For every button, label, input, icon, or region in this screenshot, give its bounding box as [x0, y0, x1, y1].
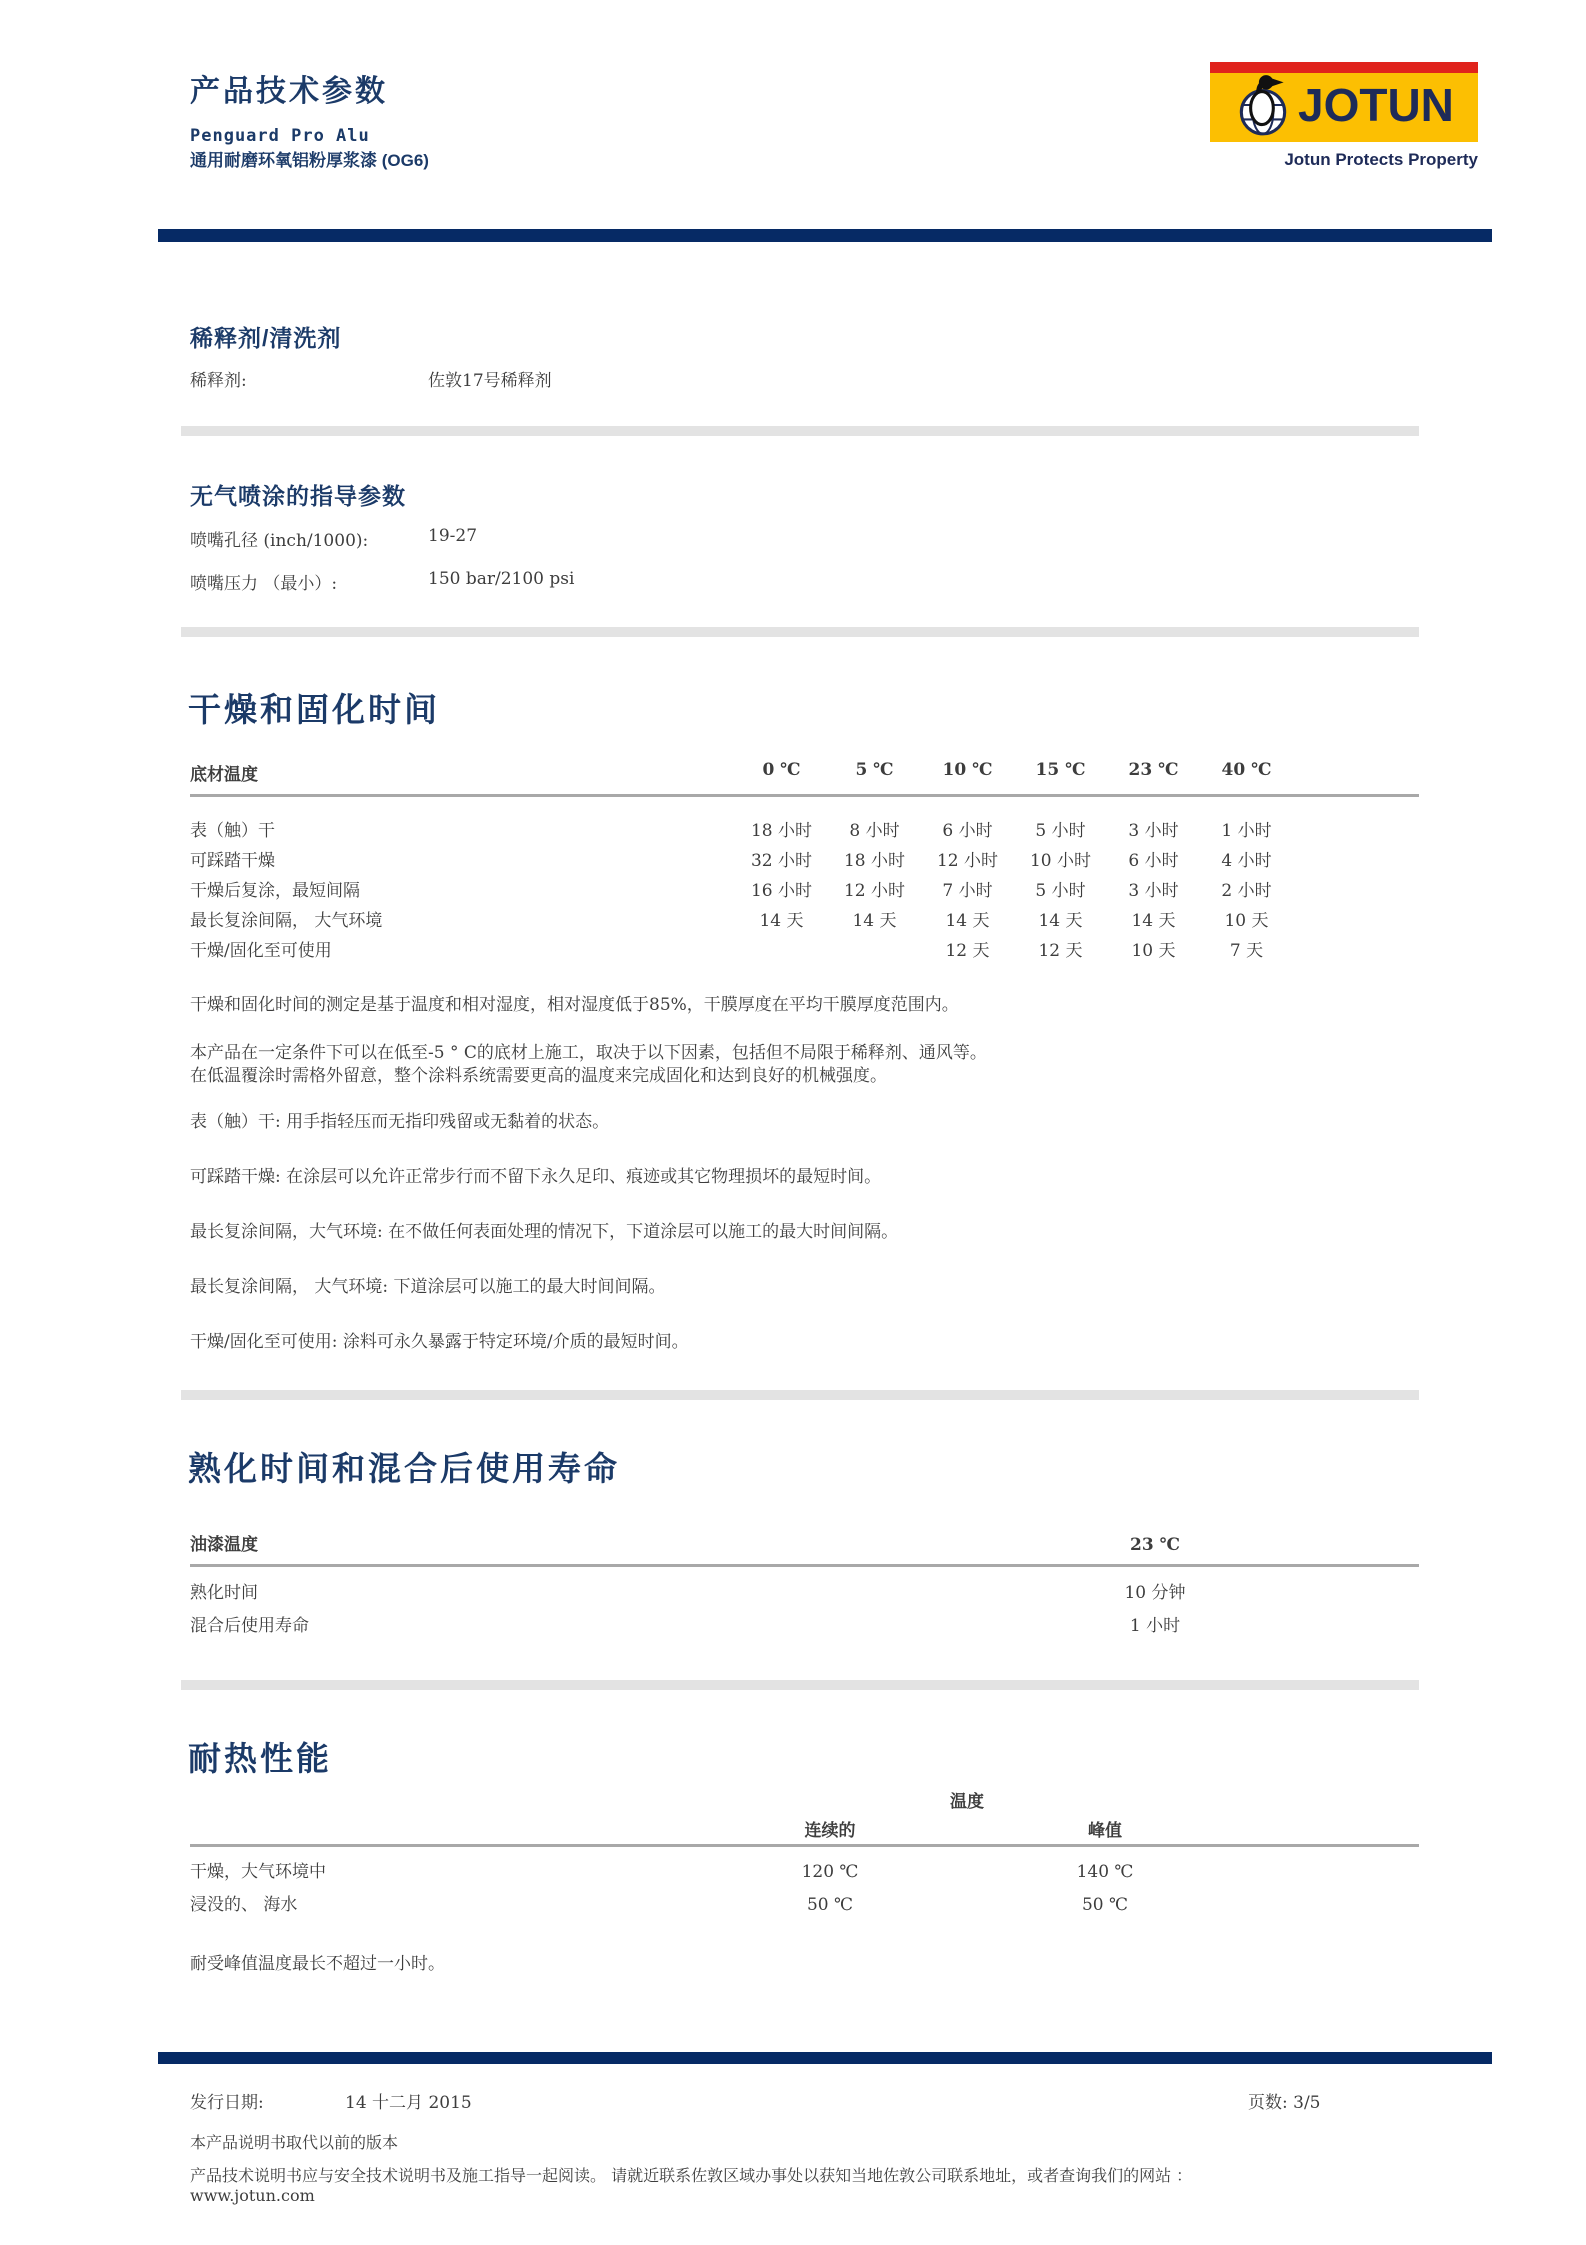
drying-cell-value: 8 小时 — [849, 821, 900, 841]
drying-cell-value: 16 小时 — [750, 881, 813, 901]
drying-cell-value: 4 小时 — [1221, 851, 1272, 871]
drying-cell-value: 14 天 — [759, 911, 804, 931]
issue-date-label: 发行日期: — [190, 2093, 264, 2113]
drying-note — [190, 994, 1420, 1017]
drying-temp-col-header: 5 ℃ — [855, 760, 894, 780]
heat-table-body — [190, 1856, 1419, 1922]
thinner-label: 稀释剂: — [190, 371, 247, 391]
drying-cell-value: 12 小时 — [843, 881, 906, 901]
drying-cell-value: 12 天 — [945, 941, 990, 961]
section-heading-thinner: 稀释剂/清洗剂 — [190, 325, 342, 351]
footer-note-supersedes: 本产品说明书取代以前的版本 — [190, 2133, 399, 2152]
curing-row-label: 熟化时间 — [190, 1583, 258, 1603]
heat-table-row — [190, 1856, 1419, 1889]
heat-peak-value: 50 ℃ — [1081, 1895, 1129, 1915]
drying-note — [190, 1276, 1420, 1299]
drying-table-header — [190, 760, 1419, 785]
drying-table-row-header: 底材温度 — [190, 765, 258, 785]
header-divider-bar — [158, 229, 1492, 242]
curing-table-temp-header: 23 ℃ — [1130, 1535, 1180, 1555]
curing-table-body — [190, 1577, 1419, 1643]
curing-table-row — [190, 1577, 1419, 1610]
drying-note — [190, 1111, 1420, 1134]
curing-table-row — [190, 1610, 1419, 1643]
drying-cell-value: 10 天 — [1131, 941, 1176, 961]
drying-note — [190, 1331, 1420, 1354]
drying-cell-value: 18 小时 — [750, 821, 813, 841]
curing-row-label: 混合后使用寿命 — [190, 1616, 309, 1636]
heat-table-peak-header: 峰值 — [1088, 1821, 1122, 1841]
note-line: 最长复涂间隔，大气环境: 在不做任何表面处理的情况下，下道涂层可以施工的最大时间间隔。 — [190, 1222, 899, 1242]
nozzle-pressure-value: 150 bar/2100 psi — [428, 569, 575, 589]
drying-table-row — [190, 876, 1419, 906]
drying-row-label: 干燥后复涂，最短间隔 — [190, 881, 360, 901]
drying-table-row — [190, 816, 1419, 846]
section-separator — [181, 1680, 1419, 1690]
page-title: 产品技术参数 — [190, 74, 388, 109]
drying-cell-value: 18 小时 — [843, 851, 906, 871]
section-heading-heat: 耐热性能 — [188, 1739, 332, 1778]
drying-cell-value: 10 天 — [1224, 911, 1269, 931]
section-heading-spray: 无气喷涂的指导参数 — [190, 483, 406, 509]
drying-temp-col-header: 40 ℃ — [1221, 760, 1272, 780]
heat-continuous-value: 50 ℃ — [806, 1895, 854, 1915]
jotun-penguin-globe-icon — [1232, 72, 1294, 138]
table-rule — [190, 794, 1419, 797]
heat-row-label: 浸没的、 海水 — [190, 1895, 298, 1915]
nozzle-tip-value: 19-27 — [428, 526, 478, 546]
drying-table-body — [190, 816, 1419, 966]
drying-row-label: 干燥/固化至可使用 — [190, 941, 332, 961]
drying-cell-value: 12 天 — [1038, 941, 1083, 961]
curing-row-value: 1 小时 — [1129, 1616, 1181, 1636]
drying-row-label: 可踩踏干燥 — [190, 851, 275, 871]
footer-website: www.jotun.com — [190, 2186, 315, 2205]
heat-continuous-value: 120 ℃ — [801, 1862, 859, 1882]
drying-note — [190, 1166, 1420, 1189]
drying-cell-value: 5 小时 — [1035, 881, 1086, 901]
drying-notes — [190, 994, 1420, 1386]
heat-note: 耐受峰值温度最长不超过一小时。 — [190, 1954, 445, 1974]
drying-temp-col-header: 10 ℃ — [942, 760, 993, 780]
drying-note — [190, 1221, 1420, 1244]
drying-table-row — [190, 936, 1419, 966]
note-line: 干燥和固化时间的测定是基于温度和相对湿度，相对湿度低于85%，干膜厚度在平均干膜厚度范围内。 — [190, 995, 959, 1015]
issue-date-value: 14 十二月 2015 — [345, 2093, 472, 2113]
note-line: 干燥/固化至可使用: 涂料可永久暴露于特定环境/介质的最短时间。 — [190, 1332, 689, 1352]
footer-divider-bar — [158, 2052, 1492, 2064]
heat-table-row — [190, 1889, 1419, 1922]
note-line: 最长复涂间隔， 大气环境: 下道涂层可以施工的最大时间间隔。 — [190, 1277, 666, 1297]
drying-cell-value: 3 小时 — [1128, 881, 1179, 901]
drying-cell-value: 6 小时 — [942, 821, 993, 841]
drying-temp-col-header: 23 ℃ — [1128, 760, 1179, 780]
drying-cell-value: 7 小时 — [942, 881, 993, 901]
heat-peak-value: 140 ℃ — [1076, 1862, 1134, 1882]
drying-cell-value: 14 天 — [852, 911, 897, 931]
drying-cell-value: 14 天 — [945, 911, 990, 931]
section-separator — [181, 1390, 1419, 1400]
section-separator — [181, 426, 1419, 436]
heat-table-group-header: 温度 — [950, 1792, 984, 1812]
drying-cell-value: 7 天 — [1229, 941, 1264, 961]
drying-cell-value: 1 小时 — [1221, 821, 1272, 841]
table-rule — [190, 1844, 1419, 1847]
note-line: 本产品在一定条件下可以在低至-5 ° C的底材上施工，取决于以下因素，包括但不局限于稀释剂、通风等。 — [190, 1043, 987, 1063]
logo-wordmark: JOTUN — [1298, 79, 1454, 131]
nozzle-pressure-label: 喷嘴压力 （最小）: — [190, 574, 338, 594]
drying-cell-value: 32 小时 — [750, 851, 813, 871]
drying-temp-col-header: 0 ℃ — [762, 760, 801, 780]
section-heading-drying: 干燥和固化时间 — [188, 690, 440, 729]
drying-cell-value: 10 小时 — [1029, 851, 1092, 871]
drying-row-label: 最长复涂间隔， 大气环境 — [190, 911, 383, 931]
drying-cell-value: 12 小时 — [936, 851, 999, 871]
heat-table-continuous-header: 连续的 — [804, 1821, 856, 1841]
drying-table-row — [190, 846, 1419, 876]
note-line: 可踩踏干燥: 在涂层可以允许正常步行而不留下永久足印、痕迹或其它物理损坏的最短时间。 — [190, 1167, 882, 1187]
note-line: 表（触）干: 用手指轻压而无指印残留或无黏着的状态。 — [190, 1112, 610, 1132]
drying-cell-value — [735, 936, 828, 966]
product-description: 通用耐磨环氧铝粉厚浆漆 (OG6) — [190, 151, 429, 170]
drying-cell-value: 6 小时 — [1128, 851, 1179, 871]
heat-row-label: 干燥，大气环境中 — [190, 1862, 326, 1882]
drying-table-row — [190, 906, 1419, 936]
jotun-logo — [1210, 62, 1478, 142]
drying-row-label: 表（触）干 — [190, 821, 275, 841]
drying-cell-value: 5 小时 — [1035, 821, 1086, 841]
footer-note-read-with: 产品技术说明书应与安全技术说明书及施工指导一起阅读。 请就近联系佐敦区域办事处以获知当地佐敦公司联系地址，或者查询我们的网站 ： — [190, 2166, 1193, 2185]
drying-note — [190, 1042, 1420, 1088]
page-number: 页数: 3/5 — [1248, 2093, 1321, 2113]
section-heading-curing: 熟化时间和混合后使用寿命 — [188, 1449, 620, 1488]
curing-row-value: 10 分钟 — [1124, 1583, 1186, 1603]
drying-temp-col-header: 15 ℃ — [1035, 760, 1086, 780]
drying-cell-value — [828, 936, 921, 966]
note-line: 在低温覆涂时需格外留意，整个涂料系统需要更高的温度来完成固化和达到良好的机械强度。 — [190, 1066, 887, 1086]
drying-table-temp-headers — [735, 760, 1293, 785]
section-separator — [181, 627, 1419, 637]
product-name: Penguard Pro Alu — [190, 126, 370, 146]
drying-cell-value: 2 小时 — [1221, 881, 1272, 901]
nozzle-tip-label: 喷嘴孔径 (inch/1000): — [190, 531, 369, 551]
drying-cell-value: 14 天 — [1131, 911, 1176, 931]
drying-cell-value: 14 天 — [1038, 911, 1083, 931]
table-rule — [190, 1564, 1419, 1567]
logo-tagline: Jotun Protects Property — [1284, 150, 1478, 169]
thinner-value: 佐敦17号稀释剂 — [428, 371, 552, 391]
drying-cell-value: 3 小时 — [1128, 821, 1179, 841]
curing-table-row-header: 油漆温度 — [190, 1535, 258, 1555]
